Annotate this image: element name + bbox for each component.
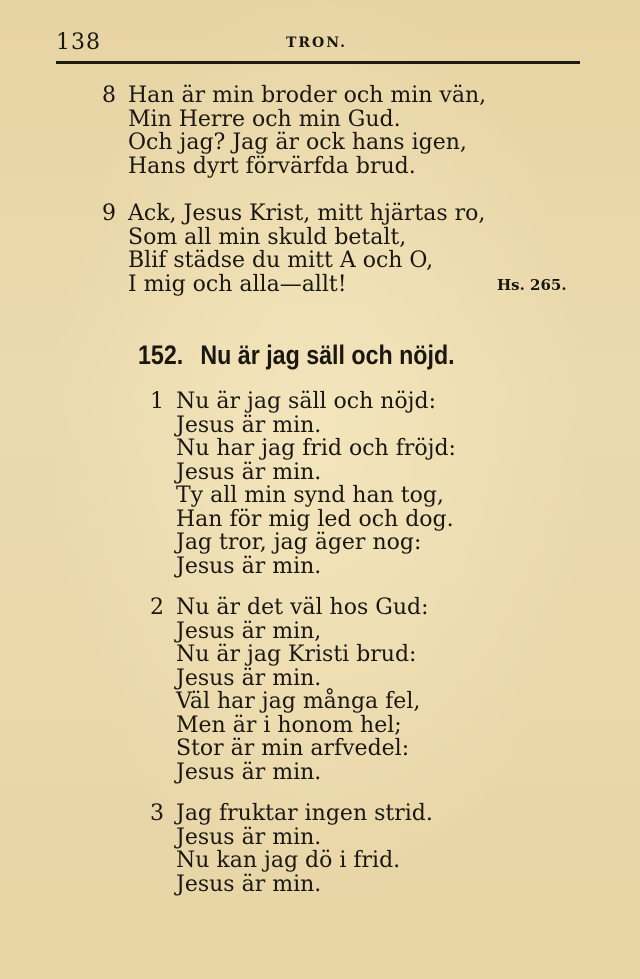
hymn-number: 152. xyxy=(138,340,184,370)
verse-line: Nu är jag säll och nöjd: xyxy=(176,389,436,414)
verse-line: Väl har jag många fel, xyxy=(176,689,421,714)
verse-line: Jesus är min. xyxy=(176,553,322,579)
page-header xyxy=(56,30,580,56)
verse-line: Jesus är min. xyxy=(176,459,322,485)
running-title: TRON. xyxy=(286,35,348,51)
verse-number: 8 xyxy=(102,83,116,108)
verse-line: Han är min broder och min vän, xyxy=(128,83,487,108)
verse-line: Ack, Jesus Krist, mitt hjärtas ro, xyxy=(128,201,486,226)
verse-line: Ty all min synd han tog, xyxy=(176,483,444,508)
verse-line: Stor är min arfvedel: xyxy=(176,736,410,761)
verse-line: Men är i honom hel; xyxy=(176,712,402,738)
verse-line: Jesus är min, xyxy=(176,618,322,644)
verse-line: Nu kan jag dö i frid. xyxy=(176,848,401,873)
verse-line: Jesus är min. xyxy=(176,412,322,438)
verse-number: 2 xyxy=(150,595,164,620)
verse-number: 3 xyxy=(150,801,164,826)
verse-line: Jesus är min. xyxy=(176,871,322,897)
verse-line: Jesus är min. xyxy=(176,665,322,691)
hymn-title xyxy=(138,340,455,371)
hymn-reference: Hs. 265. xyxy=(497,276,567,294)
verse-line: Nu är jag Kristi brud: xyxy=(176,642,417,667)
verse-line: Som all min skuld betalt, xyxy=(128,224,407,250)
verse-number: 1 xyxy=(150,389,164,414)
verse-line: Hans dyrt förvärfda brud. xyxy=(128,153,416,179)
verse-line: I mig och alla—allt! xyxy=(128,271,347,297)
verse-line: Nu har jag frid och fröjd: xyxy=(176,436,456,461)
verse-line: Han för mig led och dog. xyxy=(176,506,454,532)
verse-line: Jag fruktar ingen strid. xyxy=(176,801,433,826)
verse-line: Nu är det väl hos Gud: xyxy=(176,595,429,620)
verse-line: Jesus är min. xyxy=(176,824,322,850)
hymn-title-text: Nu är jag säll och nöjd. xyxy=(200,340,455,370)
verse-line: Jag tror, jag äger nog: xyxy=(176,530,422,555)
verse-line: Blif städse du mitt A och O, xyxy=(128,248,434,273)
verse-line: Jesus är min. xyxy=(176,759,322,785)
verse-number: 9 xyxy=(102,201,116,226)
verse-line: Och jag? Jag är ock hans igen, xyxy=(128,130,467,155)
verse-line: Min Herre och min Gud. xyxy=(128,106,401,132)
header-rule xyxy=(56,61,580,64)
page-number: 138 xyxy=(56,30,101,55)
